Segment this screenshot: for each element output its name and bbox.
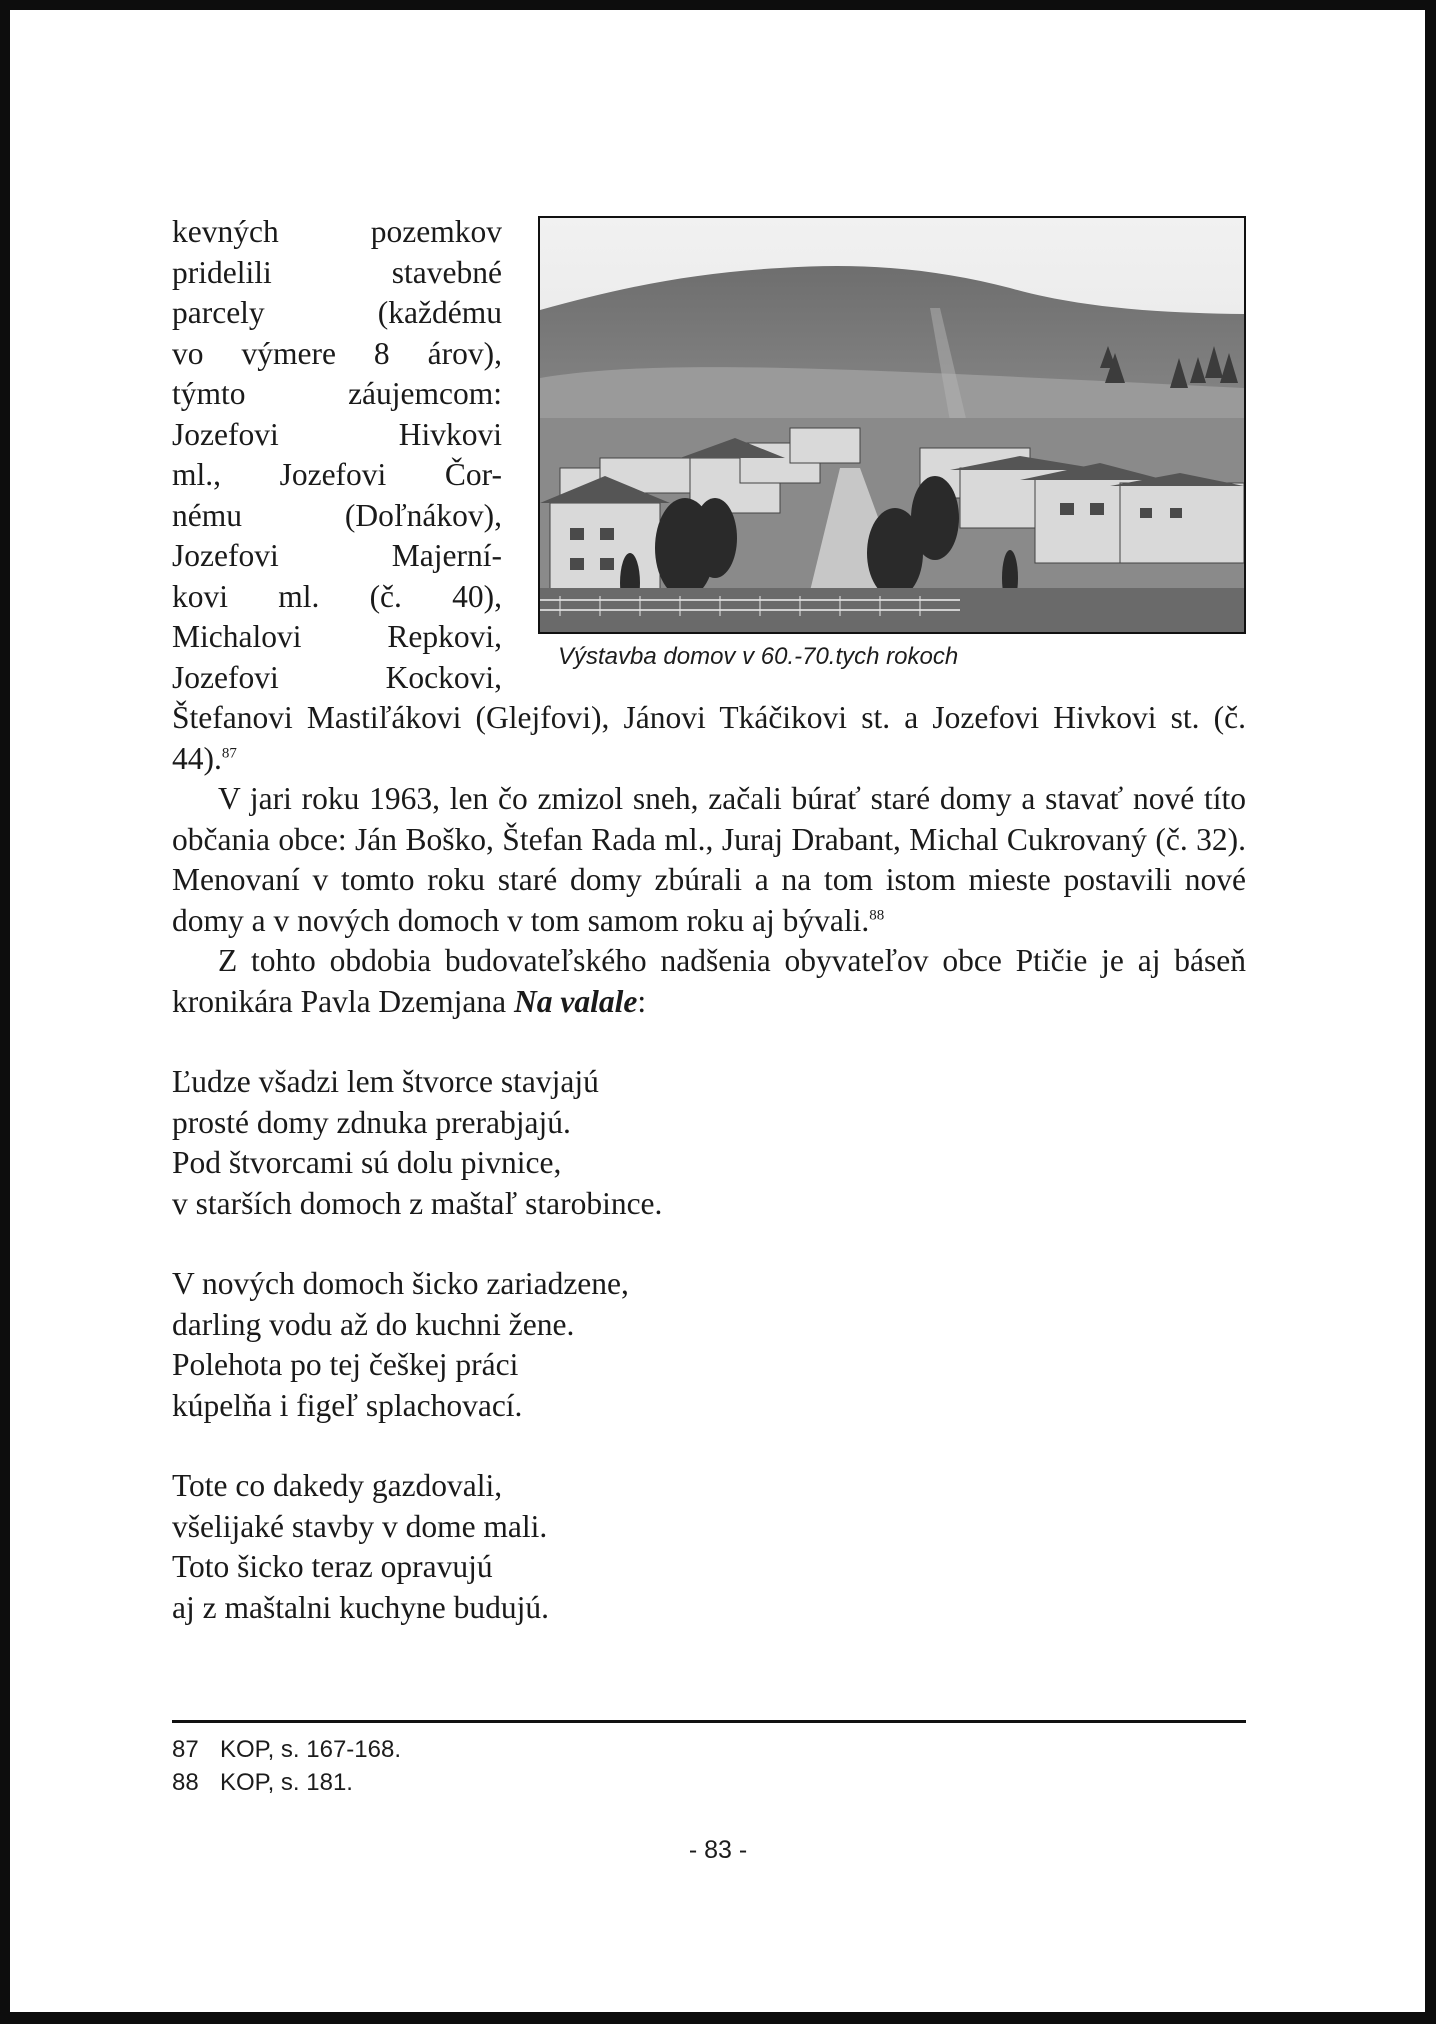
footnote: [172, 1733, 401, 1766]
text-line: parcely (každému: [172, 295, 502, 330]
footnote-divider: [172, 1720, 1246, 1723]
poem-line: Pod štvorcami sú dolu pivnice,: [172, 1145, 562, 1180]
poem-line: darling vodu až do kuchni žene.: [172, 1306, 575, 1342]
figure-caption: Výstavba domov v 60.-70.tych rokoch: [558, 643, 959, 670]
poem-line: všelijaké stavby v dome mali.: [172, 1508, 548, 1544]
paragraph-text: Štefanovi Mastiľákovi (Glejfovi), Jánovi Tkáčikovi st. a Jozefovi Hivkovi st. (č. 44).: [172, 700, 1246, 776]
village-photo: [538, 216, 1246, 634]
footnote-text: KOP, s. 167-168.: [220, 1736, 402, 1763]
text-line: týmto záujemcom:: [172, 376, 502, 411]
footnote-number: 87: [172, 1736, 199, 1763]
figure: [538, 216, 1246, 672]
paragraph-2: [172, 779, 1246, 941]
text-line: vo výmere 8 árov),: [172, 335, 502, 371]
page-body: [172, 212, 1246, 1668]
footnote-ref: 88: [869, 907, 885, 923]
text-line: Jozefovi Hivkovi: [172, 416, 502, 452]
paragraph-text: V jari roku 1963, len čo zmizol sneh, začali búrať staré domy a stavať nové títo občania obce: Ján Boško, Štefan Rada ml., Juraj Drabant, Michal Cukrovaný (č. 32). Menovaní v tomto roku staré domy zbúrali a na tom istom mieste postavili nové domy a v nových domoch v tom samom roku aj bývali.: [172, 781, 1246, 938]
text-line: nému (Doľnákov),: [172, 497, 502, 533]
page-number: - 83 -: [688, 1836, 748, 1864]
poem-line: V nových domoch šicko zariadzene,: [172, 1266, 629, 1301]
paragraph-1-end: [172, 698, 1246, 779]
text-line: Jozefovi Majerní-: [172, 538, 502, 573]
text-line: Michalovi Repkovi,: [172, 619, 502, 654]
paragraph-text: Z tohto obdobia budovateľského nadšenia obyvateľov obce Ptičie je aj báseň kronikára Pavla Dzemjana: [172, 943, 1246, 1019]
poem-line: Ľudze všadzi lem štvorce stavjajú: [172, 1064, 599, 1099]
poem-stanza: [172, 1466, 1246, 1628]
footnote-number: 88: [172, 1769, 199, 1796]
footnote-ref: 87: [221, 745, 237, 761]
poem-line: kúpelňa i figeľ splachovací.: [172, 1387, 523, 1423]
poem-line: v starších domoch z maštaľ starobince.: [172, 1185, 663, 1221]
text-line: Jozefovi Kockovi,: [172, 659, 502, 695]
poem-stanza: [172, 1264, 1246, 1426]
footnotes: [172, 1733, 401, 1799]
text-line: kovi ml. (č. 40),: [172, 578, 502, 614]
poem-line: prosté domy zdnuka prerabjajú.: [172, 1104, 571, 1140]
poem-line: Toto šicko teraz opravujú: [172, 1549, 493, 1584]
footnote: [172, 1766, 401, 1799]
poem-line: Polehota po tej češkej práci: [172, 1347, 519, 1382]
poem-stanza: [172, 1062, 1246, 1224]
poem-title: Na valale: [513, 983, 638, 1019]
text-line: kevných pozemkov: [172, 214, 502, 249]
text-line: ml., Jozefovi Čor-: [172, 457, 502, 492]
text-line: pridelili stavebné: [172, 254, 502, 290]
footnote-text: KOP, s. 181.: [220, 1769, 353, 1796]
poem: [172, 1062, 1246, 1628]
poem-line: aj z maštalni kuchyne budujú.: [172, 1589, 550, 1625]
punctuation: :: [637, 983, 647, 1019]
poem-line: Tote co dakedy gazdovali,: [172, 1468, 503, 1503]
paragraph-3: [172, 941, 1246, 1022]
